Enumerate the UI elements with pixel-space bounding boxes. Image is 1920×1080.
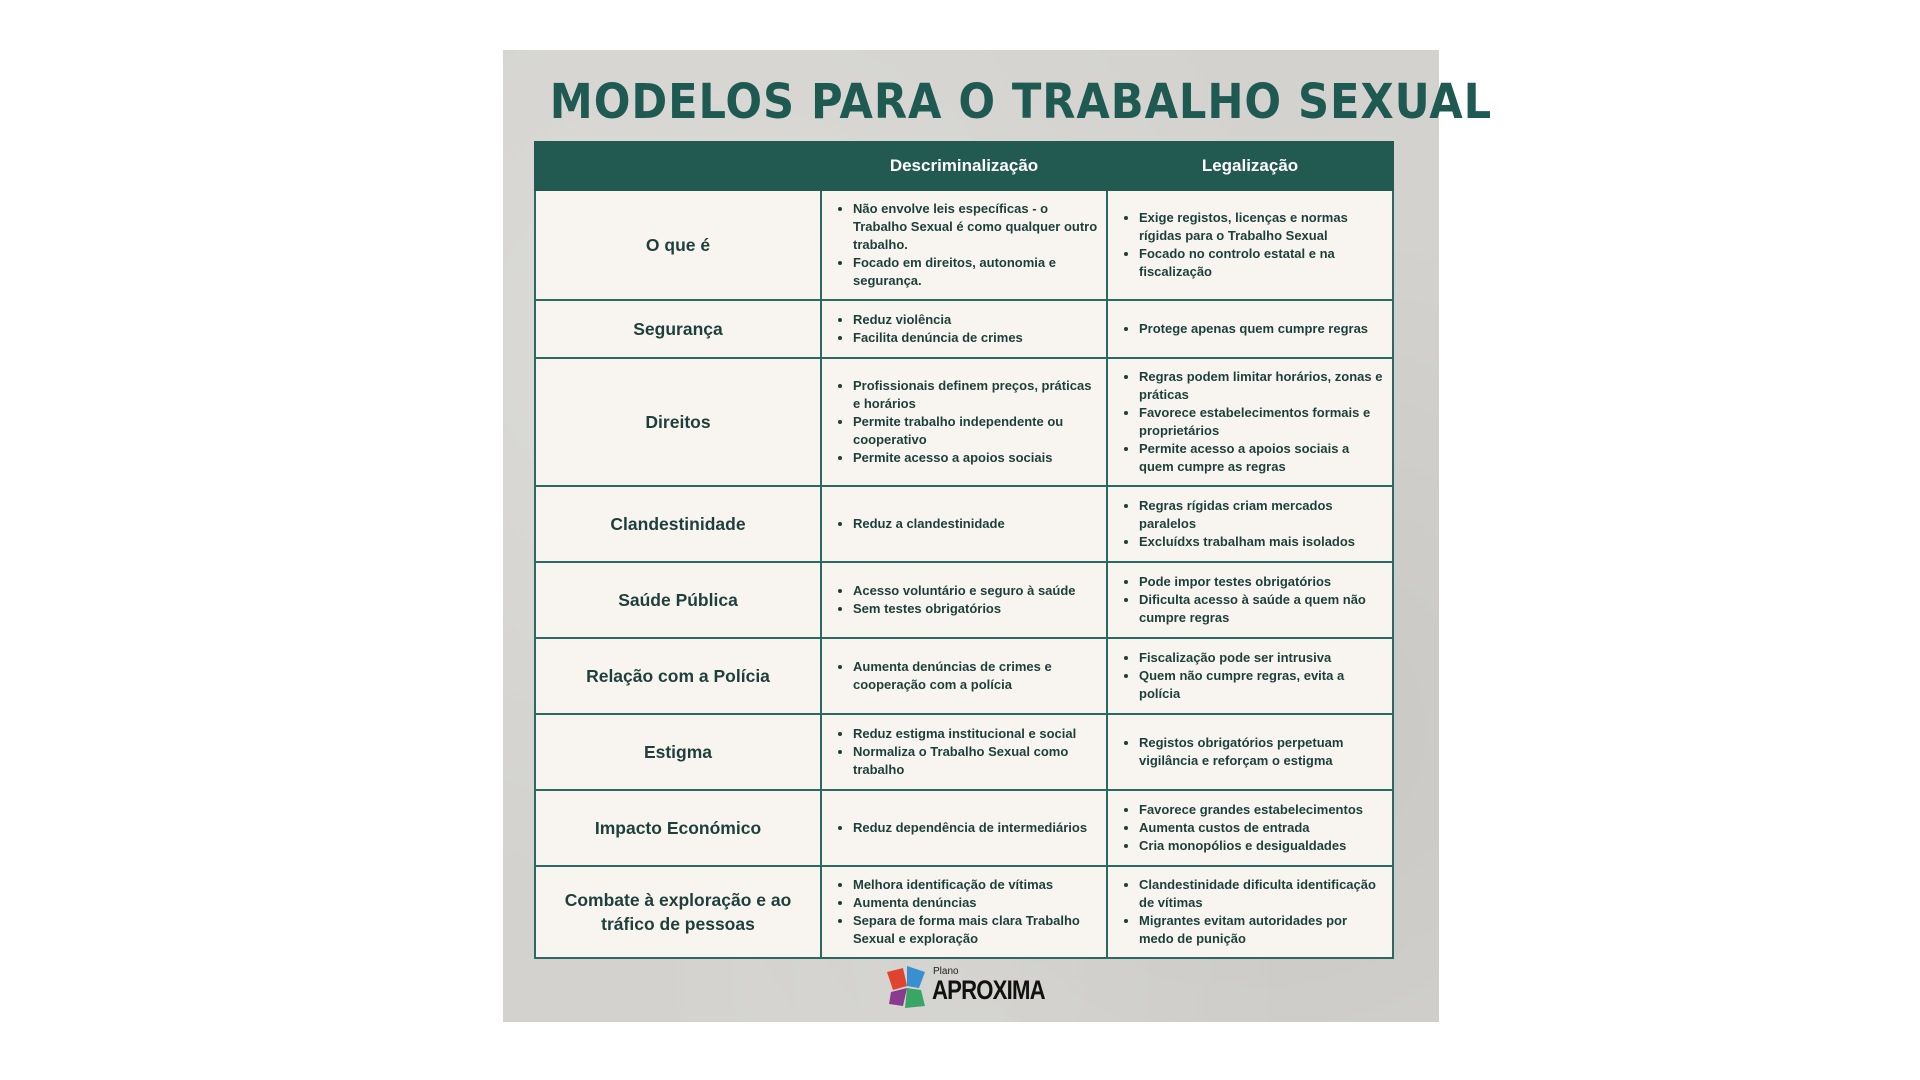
bullet-item: • Favorece grandes estabelecimentos	[1139, 801, 1384, 819]
bullet-list	[1116, 209, 1384, 281]
bullet-item: • Profissionais definem preços, práticas e horários	[853, 377, 1098, 413]
bullet-item: • Facilita denúncia de crimes	[853, 329, 1098, 347]
bullet-item: • Migrantes evitam autoridades por medo de punição	[1139, 912, 1384, 948]
cell-legalizacao	[1107, 866, 1393, 958]
row-label: Saúde Pública	[535, 562, 821, 638]
bullet-list	[830, 200, 1098, 290]
bullet-item: • Protege apenas quem cumpre regras	[1139, 320, 1384, 338]
bullet-item: • Favorece estabelecimentos formais e proprietários	[1139, 404, 1384, 440]
bullet-item: • Regras rígidas criam mercados paralelos	[1139, 497, 1384, 533]
bullet-list	[1116, 320, 1384, 338]
table-row	[535, 714, 1393, 790]
table-row	[535, 562, 1393, 638]
bullet-list	[1116, 876, 1384, 948]
bullet-list	[830, 515, 1098, 533]
header-empty	[535, 142, 821, 190]
cell-descriminalizacao	[821, 562, 1107, 638]
bullet-list	[1116, 368, 1384, 476]
row-label: Clandestinidade	[535, 486, 821, 562]
cell-descriminalizacao	[821, 486, 1107, 562]
row-label: Segurança	[535, 300, 821, 358]
bullet-item: • Reduz estigma institucional e social	[853, 725, 1098, 743]
bullet-list	[1116, 801, 1384, 855]
row-label: Estigma	[535, 714, 821, 790]
bullet-item: • Sem testes obrigatórios	[853, 600, 1098, 618]
row-label: O que é	[535, 190, 821, 300]
table-row	[535, 486, 1393, 562]
bullet-item: • Regras podem limitar horários, zonas e práticas	[1139, 368, 1384, 404]
bullet-item: • Reduz violência	[853, 311, 1098, 329]
table-row	[535, 790, 1393, 866]
poster	[503, 50, 1493, 1022]
bullet-item: • Não envolve leis específicas - o Trabalho Sexual é como qualquer outro trabalho.	[853, 200, 1098, 254]
bullet-item: • Registos obrigatórios perpetuam vigilância e reforçam o estigma	[1139, 734, 1384, 770]
poster-title: MODELOS PARA O TRABALHO SEXUAL	[549, 74, 1493, 130]
cell-legalizacao	[1107, 714, 1393, 790]
comparison-table	[534, 141, 1394, 959]
bullet-item: • Acesso voluntário e seguro à saúde	[853, 582, 1098, 600]
cell-legalizacao	[1107, 638, 1393, 714]
cell-descriminalizacao	[821, 790, 1107, 866]
table-row	[535, 866, 1393, 958]
bullet-item: • Aumenta denúncias	[853, 894, 1098, 912]
table-row	[535, 638, 1393, 714]
bullet-item: • Dificulta acesso à saúde a quem não cumpre regras	[1139, 591, 1384, 627]
cell-legalizacao	[1107, 190, 1393, 300]
bullet-list	[1116, 649, 1384, 703]
cell-descriminalizacao	[821, 300, 1107, 358]
plano-aproxima-logo	[883, 962, 1063, 1014]
bullet-item: • Excluídxs trabalham mais isolados	[1139, 533, 1384, 551]
table-row	[535, 300, 1393, 358]
bullet-item: • Focado no controlo estatal e na fiscalização	[1139, 245, 1384, 281]
cell-descriminalizacao	[821, 190, 1107, 300]
bullet-item: • Fiscalização pode ser intrusiva	[1139, 649, 1384, 667]
bullet-item: • Permite acesso a apoios sociais	[853, 449, 1098, 467]
bullet-item: • Quem não cumpre regras, evita a polícia	[1139, 667, 1384, 703]
bullet-item: • Clandestinidade dificulta identificação de vítimas	[1139, 876, 1384, 912]
bullet-list	[1116, 734, 1384, 770]
table-header-row	[535, 142, 1393, 190]
bullet-item: • Reduz dependência de intermediários	[853, 819, 1098, 837]
row-label: Combate à exploração e ao tráfico de pessoas	[535, 866, 821, 958]
cell-legalizacao	[1107, 486, 1393, 562]
header-descriminalizacao: Descriminalização	[821, 142, 1107, 190]
bullet-list	[830, 582, 1098, 618]
bullet-item: • Melhora identificação de vítimas	[853, 876, 1098, 894]
bullet-item: • Exige registos, licenças e normas rígidas para o Trabalho Sexual	[1139, 209, 1384, 245]
cell-legalizacao	[1107, 358, 1393, 486]
row-label: Impacto Económico	[535, 790, 821, 866]
logo-small-text: Plano	[933, 966, 959, 977]
bullet-list	[830, 876, 1098, 948]
aproxima-logo-mark-icon	[883, 964, 929, 1010]
bullet-list	[830, 311, 1098, 347]
bullet-list	[1116, 497, 1384, 551]
bullet-item: • Aumenta denúncias de crimes e cooperação com a polícia	[853, 658, 1098, 694]
bullet-item: • Pode impor testes obrigatórios	[1139, 573, 1384, 591]
bullet-item: • Cria monopólios e desigualdades	[1139, 837, 1384, 855]
logo-wordmark: APROXIMA	[932, 975, 1045, 1005]
bullet-item: • Permite trabalho independente ou cooperativo	[853, 413, 1098, 449]
bullet-item: • Permite acesso a apoios sociais a quem cumpre as regras	[1139, 440, 1384, 476]
header-legalizacao: Legalização	[1107, 142, 1393, 190]
cell-legalizacao	[1107, 562, 1393, 638]
bullet-list	[830, 377, 1098, 467]
bullet-list	[830, 725, 1098, 779]
bullet-item: • Aumenta custos de entrada	[1139, 819, 1384, 837]
cell-descriminalizacao	[821, 358, 1107, 486]
cell-descriminalizacao	[821, 866, 1107, 958]
table-row	[535, 190, 1393, 300]
bullet-item: • Normaliza o Trabalho Sexual como trabalho	[853, 743, 1098, 779]
cell-legalizacao	[1107, 790, 1393, 866]
cell-descriminalizacao	[821, 638, 1107, 714]
bullet-list	[830, 819, 1098, 837]
bullet-item: • Reduz a clandestinidade	[853, 515, 1098, 533]
bullet-list	[1116, 573, 1384, 627]
bullet-item: • Focado em direitos, autonomia e segurança.	[853, 254, 1098, 290]
row-label: Direitos	[535, 358, 821, 486]
bullet-list	[830, 658, 1098, 694]
cell-descriminalizacao	[821, 714, 1107, 790]
row-label: Relação com a Polícia	[535, 638, 821, 714]
table-row	[535, 358, 1393, 486]
cell-legalizacao	[1107, 300, 1393, 358]
bullet-item: • Separa de forma mais clara Trabalho Sexual e exploração	[853, 912, 1098, 948]
